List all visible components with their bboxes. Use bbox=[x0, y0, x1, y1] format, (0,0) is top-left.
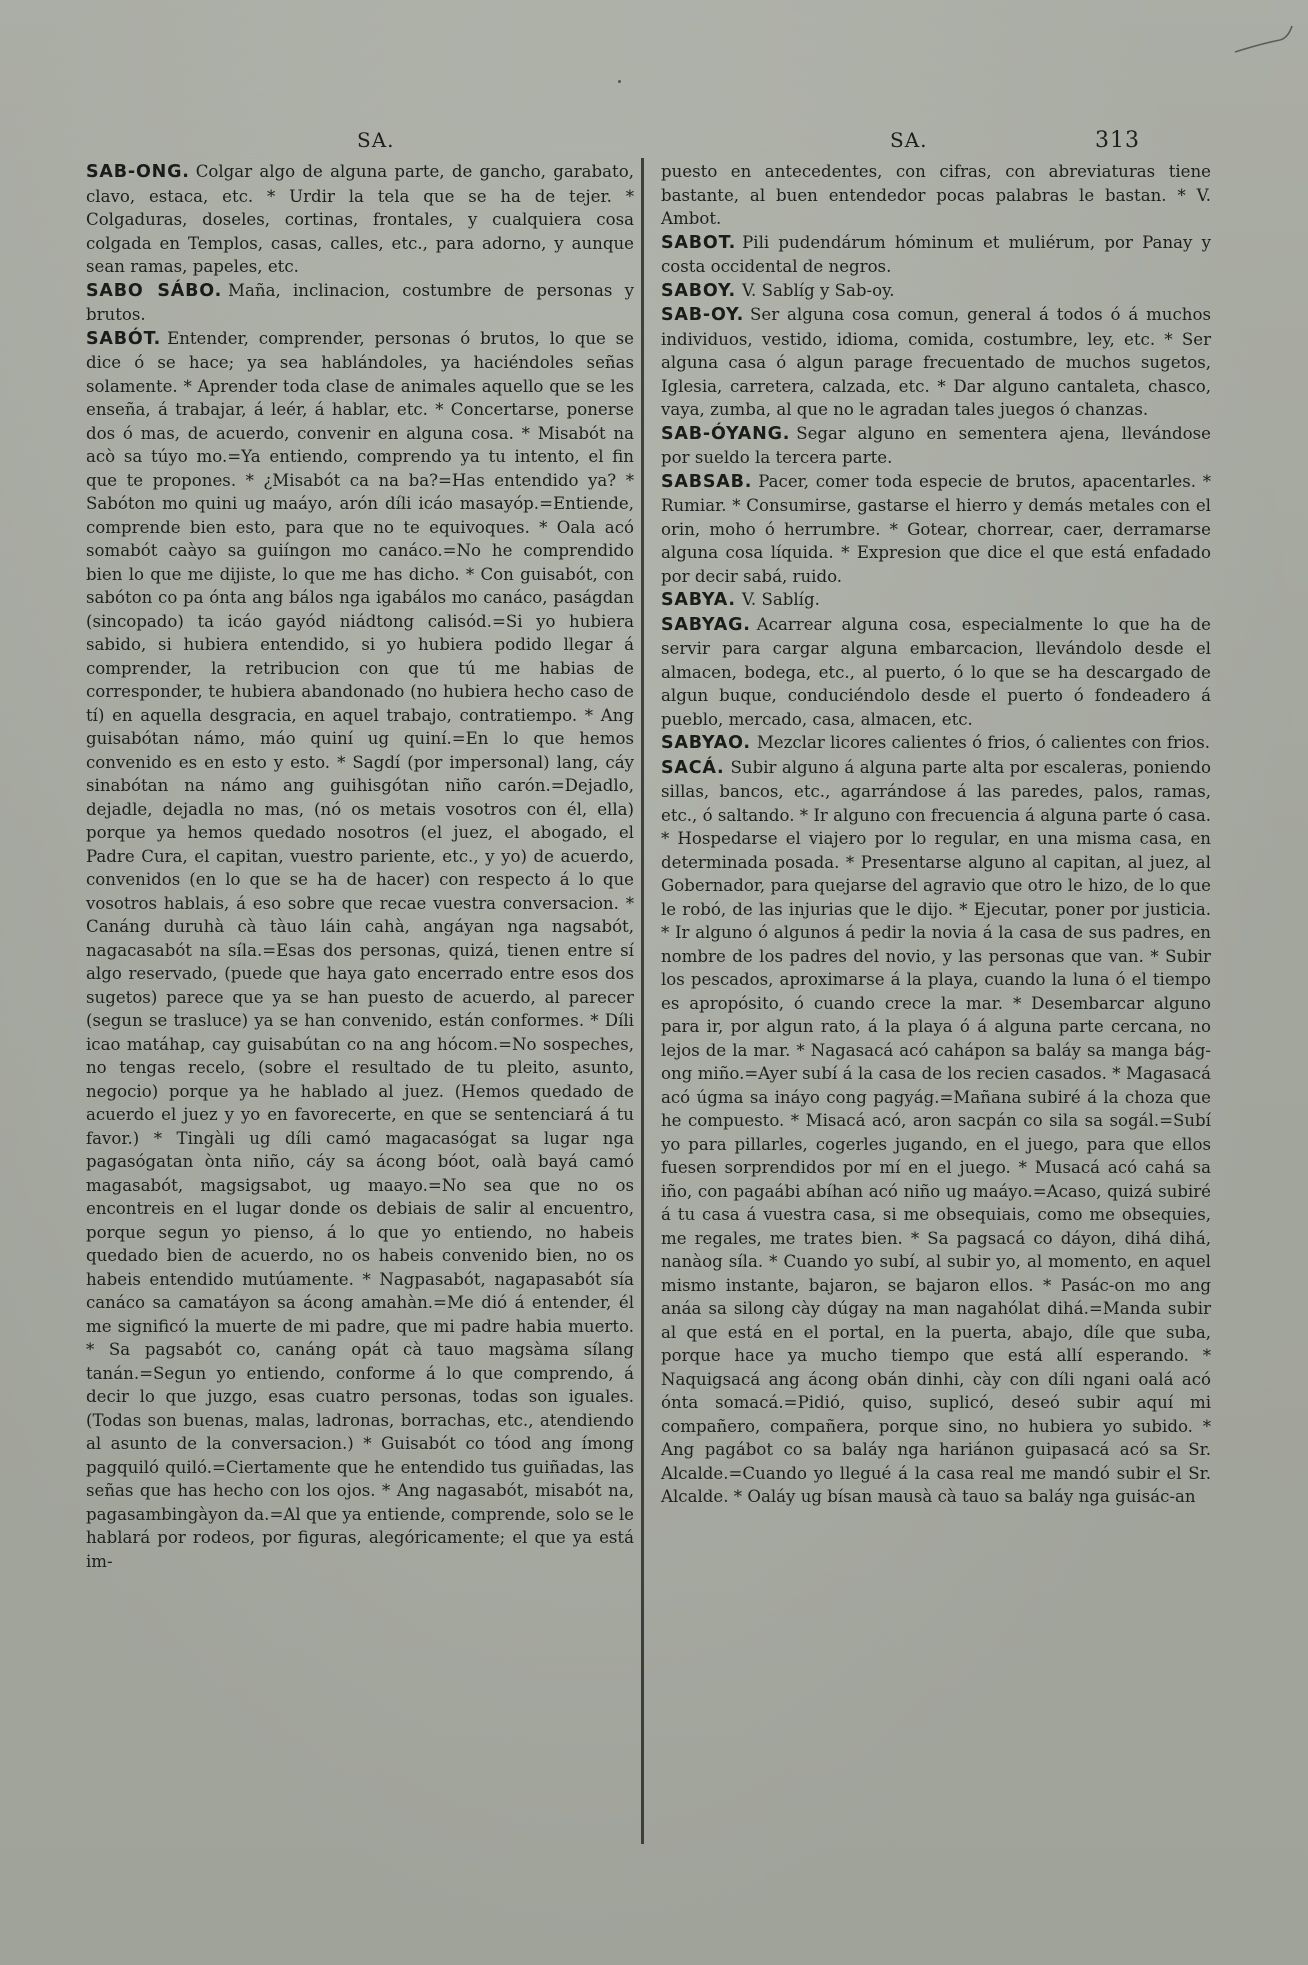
dictionary-entry bbox=[661, 279, 1211, 304]
entry-definition: V. Sablíg y Sab-oy. bbox=[741, 280, 895, 300]
page-corner-mark bbox=[1230, 22, 1300, 62]
entry-headword: SABYAG. bbox=[661, 614, 751, 635]
dictionary-entry bbox=[661, 160, 1211, 231]
dictionary-entry bbox=[86, 327, 634, 1574]
entry-headword: SABOT. bbox=[661, 232, 737, 253]
entry-headword: SACÁ. bbox=[661, 757, 725, 778]
entry-definition: Ser alguna cosa comun, general á todos ó á muchos individuos, vestido, idioma, comida, costumbre, ley, etc. * Ser alguna casa ó algun parage frecuentado de muchos sugetos, Iglesia, carretera, calzada, etc. * Dar alguno cantaleta, chasco, vaya, zumba, al que no le agradan tales juegos ó chanzas. bbox=[661, 305, 1211, 419]
left-column-header: SA. bbox=[357, 128, 395, 152]
entry-headword: SABOY. bbox=[661, 280, 736, 301]
dictionary-entry bbox=[661, 231, 1211, 279]
dictionary-entry bbox=[661, 756, 1211, 1509]
dictionary-entry bbox=[86, 279, 634, 327]
dictionary-entry bbox=[86, 160, 634, 279]
entry-definition: Segar alguno en sementera ajena, llevándose por sueldo la tercera parte. bbox=[661, 423, 1211, 467]
dictionary-entry bbox=[661, 422, 1211, 470]
entry-definition: puesto en antecedentes, con cifras, con abreviaturas tiene bastante, al buen entendedor pocas palabras le bastan. * V. Ambot. bbox=[661, 162, 1211, 228]
right-column-header: SA. bbox=[890, 128, 928, 152]
page-number: 313 bbox=[1095, 128, 1140, 153]
entry-definition: Colgar algo de alguna parte, de gancho, garabato, clavo, estaca, etc. * Urdir la tela que se ha de tejer. * Colgaduras, doseles, cortinas, frontales, y cualquiera cosa colgada en Templos, casas, calles, etc., para adorno, y aunque sean ramas, papeles, etc. bbox=[86, 162, 634, 276]
entry-headword: SAB-ONG. bbox=[86, 162, 190, 182]
entry-headword: SABYA. bbox=[661, 590, 736, 610]
column-divider bbox=[641, 158, 644, 1844]
entry-definition: Subir alguno á alguna parte alta por escaleras, poniendo sillas, bancos, etc., agarrándose á las paredes, palos, ramas, etc., ó saltando. * Ir alguno con frecuencia á alguna parte ó casa. * Hospedarse el viajero por lo regular, en una misma casa, en determinada posada. * Presentarse alguno al capitan, al juez, al Gobernador, para quejarse del agravio que otro le hizo, de lo que le robó, de las injurias que le dijo. * Ejecutar, poner por justicia. * Ir alguno ó algunos á pedir la novia á la casa de sus padres, en nombre de los padres del novio, y las personas que van. * Subir los pescados, aproximarse á la playa, cuando la luna ó el tiempo es apropósito, ó cuando crece la mar. * Desembarcar alguno para ir, por algun rato, á la playa ó á alguna parte cercana, no lejos de la mar. * Nagasacá acó cahápon sa baláy sa manga bág-ong miño.=Ayer subí á la casa de los recien casados. * Magasacá acó úgma sa ináyo cong pagyág.=Mañana subiré á la choza que he compuesto. * Misacá acó, aron sacpán co sila sa sogál.=Subí yo para pillarles, cogerles jugando, en el juego, para que ellos fuesen sorprendidos por mí en el juego. * Musacá acó cahá sa iño, con pagaábi abíhan acó niño ug maáyo.=Acaso, quizá subiré á tu casa á vuestra casa, si me obsequiais, como me obsequies, me regales, me trates bien. * Sa pagsacá co dáyon, dihá dihá, nanàog síla. * Cuando yo subí, al subir yo, al momento, en aquel mismo instante, bajaron, se bajaron ellos. * Pasác-on mo ang anáa sa silong cày dúgay na man nagahólat dihá.=Manda subir al que está en el portal, en la puerta, abajo, díle que suba, porque hace ya mucho tiempo que está allí esperando. * Naquigsacá ang ácong obán dinhi, cày con díli ngani oalá acó ónta somacá.=Pidió, quiso, suplicó, deseó subir aquí mi compañero, compañera, porque sino, no hubiera yo subido. * Ang pagábot co sa baláy nga hariánon guipasacá acó sa Sr. Alcalde.=Cuando yo llegué á la casa real me mandó subir el Sr. Alcalde. * Oaláy ug bísan mausà cà tauo sa baláy nga guisác-an bbox=[661, 757, 1211, 1506]
entry-definition: Mezclar licores calientes ó frios, ó calientes con frios. bbox=[756, 733, 1211, 752]
entry-headword: SABSAB. bbox=[661, 471, 753, 492]
right-column bbox=[661, 160, 1211, 1509]
entry-definition: Entender, comprender, personas ó brutos, lo que se dice ó se hace; ya sea hablándoles, ya haciéndoles señas solamente. * Aprender toda clase de animales aquello que se les enseña, á trabajar, á leér, á hablar, etc. * Concertarse, ponerse dos ó mas, de acuerdo, convenir en alguna cosa. * Misabót na acò sa túyo mo.=Ya entiendo, comprendo ya tu intento, el fin que te propones. * ¿Misabót ca na ba?=Has entendido ya? * Sabóton mo quini ug maáyo, arón díli icáo masayóp.=Entiende, comprende bien esto, para que no te equivoques. * Oala acó somabót caàyo sa guiíngon mo canáco.=No he comprendido bien lo que me dijiste, lo que me has dicho. * Con guisabót, con sabóton co pa ónta ang bálos nga igabálos mo canáco, paságdan (sincopado) ta icáo gayód niádtong calisód.=Si yo hubiera sabido, si hubiera entendido, si yo hubiera podido llegar á comprender, la retribucion con que tú me habias de corresponder, te hubiera abandonado (no hubiera hecho caso de tí) en aquella desgracia, en aquel trabajo, contratiempo. * Ang guisabótan námo, máo quiní ug quiní.=En lo que hemos convenido es en esto y esto. * Sagdí (por impersonal) lang, cáy sinabótan na námo ang guihisgótan niño carón.=Dejadlo, dejadle, dejadla no mas, (nó os metais vosotros con él, ella) porque ya hemos quedado nosotros (el juez, el abogado, el Padre Cura, el capitan, vuestro pariente, etc., y yo) de acuerdo, convenidos (en lo que se ha de hacer) con respecto á lo que vosotros hablais, á eso sobre que recae vuestra conversacion. * Canáng duruhà cà tàuo láin cahà, angáyan nga nagsabót, nagacasabót na síla.=Esas dos personas, quizá, tienen entre sí algo reservado, (puede que haya gato encerrado entre esos dos sugetos) parece que ya se han puesto de acuerdo, al parecer (segun se trasluce) ya se han convenido, están conformes. * Díli icao matáhap, cay guisabútan co na ang hócom.=No sospeches, no tengas recelo, (sobre el resultado de tu pleito, asunto, negocio) porque ya he hablado al juez. (Hemos quedado de acuerdo el juez y yo en favorecerte, en que se sentenciará á tu favor.) * Tingàli ug díli camó magacasógat sa lugar nga pagasógatan ònta niño, cáy sa ácong bóot, oalà bayá camó magasabót, magsigsabot, ug maayo.=No sea que no os encontreis en el lugar donde os debiais de salir al encuentro, porque segun yo pienso, á lo que yo entiendo, no habeis quedado bien de acuerdo, no os habeis convenido bien, no os habeis entendido mutúamente. * Nagpasabót, nagapasabót sía canáco sa camatáyon sa ácong amahàn.=Me dió á entender, él me significó la muerte de mi padre, que mi padre habia muerto. * Sa pagsabót co, canáng opát cà tauo magsàma sílang tanán.=Segun yo entiendo, conforme á lo que comprendo, á decir lo que juzgo, esas cuatro personas, todas son iguales. (Todas son buenas, malas, ladronas, borrachas, etc., atendiendo al asunto de la conversacion.) * Guisabót co tóod ang ímong pagquiló quiló.=Ciertamente que he entendido tus guiñadas, las señas que has hecho con los ojos. * Ang nagasabót, misabót na, pagasambingàyon da.=Al que ya entiende, comprende, solo se le hablará por rodeos, por figuras, alegóricamente; el que ya está im- bbox=[86, 328, 634, 1571]
running-header bbox=[0, 128, 1308, 156]
entry-headword: SAB-ÓYANG. bbox=[661, 423, 791, 444]
dictionary-entry bbox=[661, 303, 1211, 422]
entry-definition: Pili pudendárum hóminum et muliérum, por Panay y costa occidental de negros. bbox=[661, 232, 1211, 276]
entry-headword: SABYAO. bbox=[661, 733, 751, 753]
entry-definition: Acarrear alguna cosa, especialmente lo que ha de servir para cargar alguna embarcacion, llevándolo desde el almacen, bodega, etc., al puerto, ó lo que se ha descargado de algun buque, conduciéndolo desde el puerto ó fondeadero á pueblo, mercado, casa, almacen, etc. bbox=[661, 614, 1211, 729]
dictionary-entry bbox=[661, 470, 1211, 589]
entry-definition: V. Sablíg. bbox=[741, 590, 820, 609]
dictionary-entry bbox=[661, 588, 1211, 613]
entry-definition: Maña, inclinacion, costumbre de personas y brutos. bbox=[86, 280, 634, 324]
left-column bbox=[86, 160, 634, 1573]
dictionary-entry bbox=[661, 613, 1211, 732]
print-speck bbox=[618, 80, 621, 83]
entry-definition: Pacer, comer toda especie de brutos, apacentarles. * Rumiar. * Consumirse, gastarse el hierro y demás metales con el orin, moho ó herrumbre. * Gotear, chorrear, caer, derramarse alguna cosa líquida. * Expresion que dice el que está enfadado por decir sabá, ruido. bbox=[661, 471, 1211, 586]
entry-headword: SAB-OY. bbox=[661, 305, 745, 325]
dictionary-entry bbox=[661, 731, 1211, 756]
entry-headword: SABÓT. bbox=[86, 328, 162, 349]
entry-headword: SABO SÁBO. bbox=[86, 280, 223, 301]
